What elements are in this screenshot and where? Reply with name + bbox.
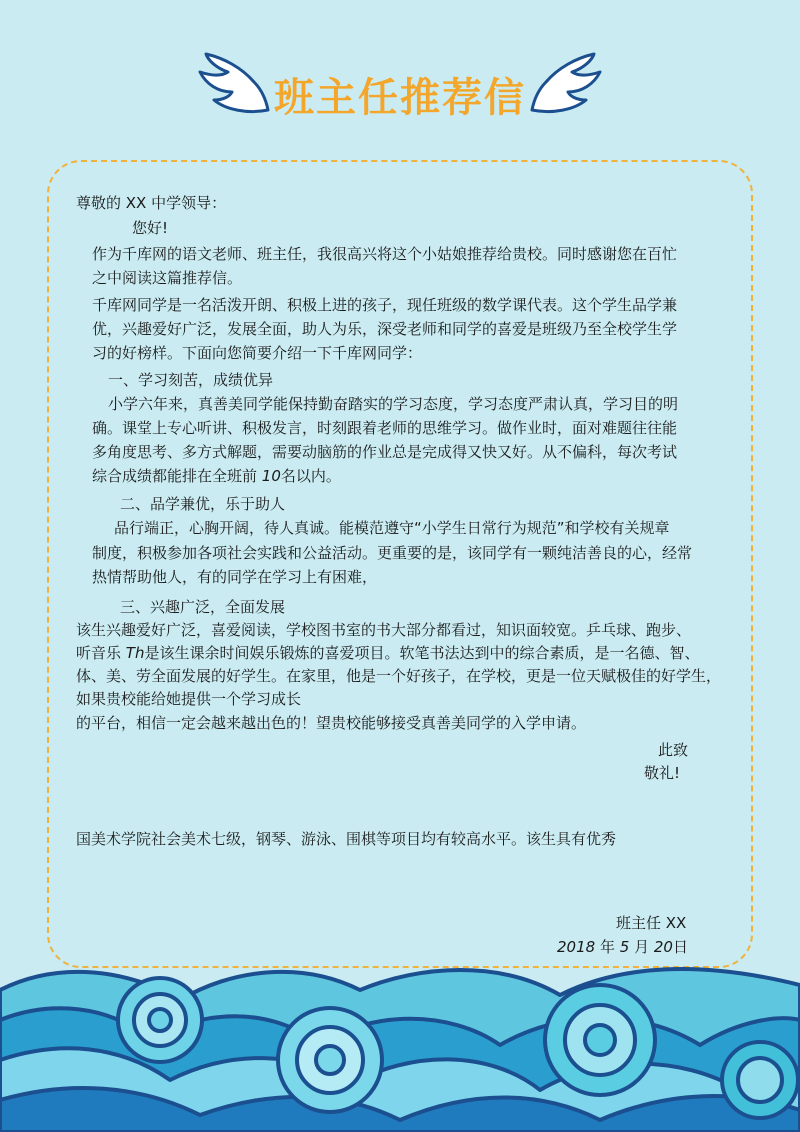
section-line: [92, 466, 341, 486]
greeting: 您好!: [132, 219, 169, 237]
intro-line: 之中阅读这篇推荐信。: [92, 269, 243, 287]
date-unit: 日: [672, 938, 688, 956]
closing: 此致: [658, 741, 689, 759]
section-line: 多角度思考、多方式解题，需要动脑筋的作业总是完成得又快又好。从不偏科，每次考试: [92, 443, 678, 461]
section-line: [76, 643, 699, 663]
section-line: 确。课堂上专心听讲、积极发言，时刻跟着老师的思维学习。做作业时，面对难题往往能: [92, 419, 678, 437]
section-line: 小学六年来，真善美同学能保持勤奋踏实的学习态度，学习态度严肃认真，学习目的明: [108, 395, 679, 413]
section-line: 的平台，相信一定会越来越出色的！望贵校能够接受真善美同学的入学申请。: [76, 714, 587, 732]
text-segment: 是该生课余时间娱乐锻炼的喜爱项目。软笔书法达到中的综合素质，是一名德、智、: [144, 644, 700, 662]
paragraph-line: 千库网同学是一名活泼开朗、积极上进的孩子，现任班级的数学课代表。这个学生品学兼: [92, 296, 678, 314]
signer: 班主任 XX: [616, 914, 687, 932]
rank-number: 10: [261, 467, 281, 485]
section-line: 制度，积极参加各项社会实践和公益活动。更重要的是，该同学有一颗纯洁善良的心，经常: [92, 544, 693, 562]
date-year: 2018: [557, 938, 596, 956]
section-line: 如果贵校能给她提供一个学习成长: [76, 690, 302, 708]
text-segment: 听音乐: [76, 644, 122, 662]
paragraph-line: 优，兴趣爱好广泛，发展全面，助人为乐，深受老师和同学的喜爱是班级乃至全校学生学: [92, 320, 678, 338]
section-line: 体、美、劳全面发展的好学生。在家里，他是一个好孩子，在学校，更是一位天赋极佳的好学生，: [76, 667, 722, 685]
closing: 敬礼!: [644, 764, 681, 782]
date-unit: 年: [599, 938, 615, 956]
extra-note: 国美术学院社会美术七级，钢琴、游泳、围棋等项目均有较高水平。该生具有优秀: [76, 830, 617, 848]
wave-decoration: [0, 950, 800, 1132]
section-title: 三、兴趣广泛，全面发展: [120, 598, 286, 616]
date-day: 20: [653, 938, 673, 956]
section-title: 二、品学兼优，乐于助人: [120, 495, 286, 513]
section-line: 该生兴趣爱好广泛，喜爱阅读，学校图书室的书大部分都看过，知识面较宽。乒乓球、跑步、: [76, 621, 692, 639]
paragraph-line: 习的好榜样。下面向您简要介绍一下千库网同学：: [92, 344, 423, 362]
page-title: 班主任推荐信: [274, 75, 526, 121]
date-unit: 月: [634, 938, 650, 956]
section-line: 品行端正，心胸开阔，待人真诚。能模范遵守“小学生日常行为规范”和学校有关规章: [114, 519, 670, 537]
section-line: 热情帮助他人，有的同学在学习上有困难，: [92, 568, 378, 586]
text-segment: Th: [125, 644, 145, 662]
date-month: 5: [619, 938, 630, 956]
intro-line: 作为千库网的语文老师、班主任，我很高兴将这个小姑娘推荐给贵校。同时感谢您在百忙: [92, 245, 678, 263]
section-title: 一、学习刻苦，成绩优异: [108, 371, 274, 389]
right-wing-icon: [524, 52, 604, 118]
salutation: 尊敬的 XX 中学领导：: [76, 194, 227, 212]
text-segment: 综合成绩都能排在全班前: [92, 467, 258, 485]
text-segment: 名以内。: [280, 467, 341, 485]
